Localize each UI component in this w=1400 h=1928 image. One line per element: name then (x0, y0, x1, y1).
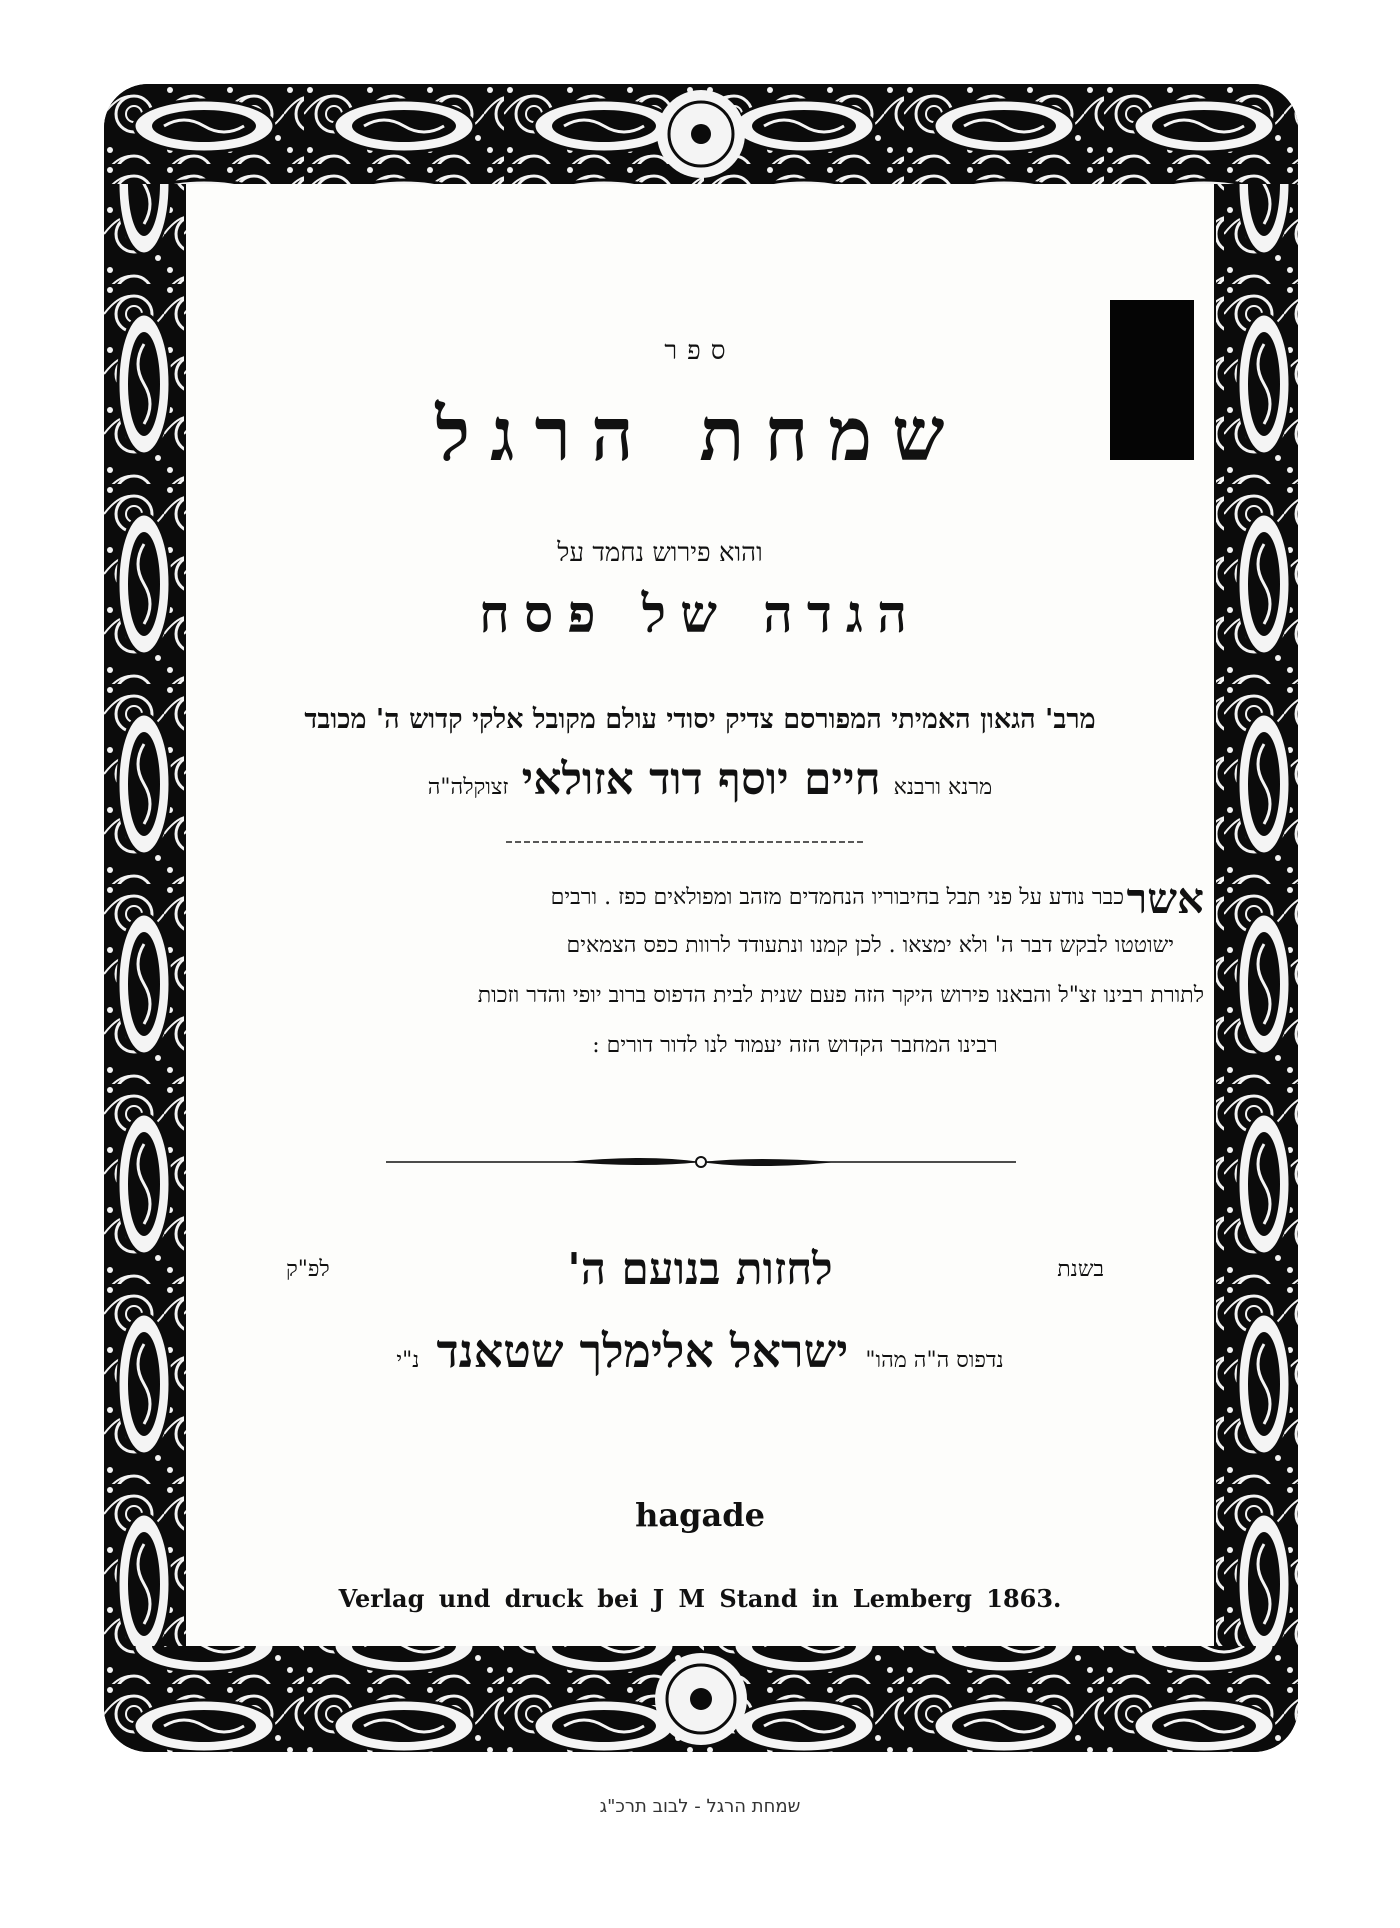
hagada-title: הגדה של פסח (479, 584, 921, 645)
printer-prefix: נדפוס ה"ה מהו" (865, 1348, 1004, 1373)
printer-suffix: נ"י (396, 1348, 420, 1373)
ornamental-rule (386, 1152, 1016, 1172)
latin-title: hagade (635, 1496, 765, 1534)
year-line (186, 1244, 1214, 1295)
bottom-rosette-icon (655, 1653, 747, 1745)
para-line-1: כבר נודע על פני תבל בחיבוריו הנחמדים מזהב ומפולאים כפז . ורבים (550, 885, 1124, 910)
para-line-2: ישוטטו לבקש דבר ה' ולא ימצאו . לכן קמנו ונתעודד לרוות כפס הצמאים (566, 933, 1174, 958)
printer-line (186, 1324, 1214, 1378)
year-suffix: לפ"ק (286, 1257, 330, 1282)
para-line-4: רבינו המחבר הקדוש הזה יעמוד לנו לדור דורים : (592, 1033, 998, 1058)
title-page-text-area (186, 184, 1214, 1646)
year-chronogram: לחזות בנועם ה' (567, 1244, 833, 1295)
latin-imprint: Verlag und druck bei J M Stand in Lemberg 1863. (338, 1584, 1062, 1613)
subtitle: והוא פירוש נחמד על (557, 538, 763, 568)
asher-initial-word: אשר (1126, 874, 1204, 923)
author-honorific-line: מרב' הגאון האמיתי המפורסם צדיק יסודי עולם מקובל אלקי קדוש ה' מכובד (304, 704, 1096, 735)
printer-name: ישראל אלימלך שטאנד (436, 1324, 849, 1378)
para-line-3: לתורת רבינו זצ"ל והבאנו פירוש היקר הזה פעם שנית לבית הדפוס ברוב יופי והדר וזכות (477, 983, 1204, 1008)
book-label: ספר (664, 336, 736, 366)
author-suffix: זצוקלה"ה (427, 775, 509, 800)
year-prefix: בשנת (1057, 1257, 1104, 1282)
border-ink-blot (1110, 300, 1194, 460)
author-name: חיים יוסף דוד אזולאי (521, 754, 881, 805)
top-rosette-icon (657, 90, 745, 178)
book-title: שמחת הרגל (435, 392, 965, 478)
author-name-line (266, 754, 1154, 805)
dotted-divider (506, 838, 866, 846)
page-caption: שמחת הרגל - לבוב תרכ"ג (599, 1796, 801, 1817)
author-prefix: מרנא ורבנא (893, 775, 993, 800)
